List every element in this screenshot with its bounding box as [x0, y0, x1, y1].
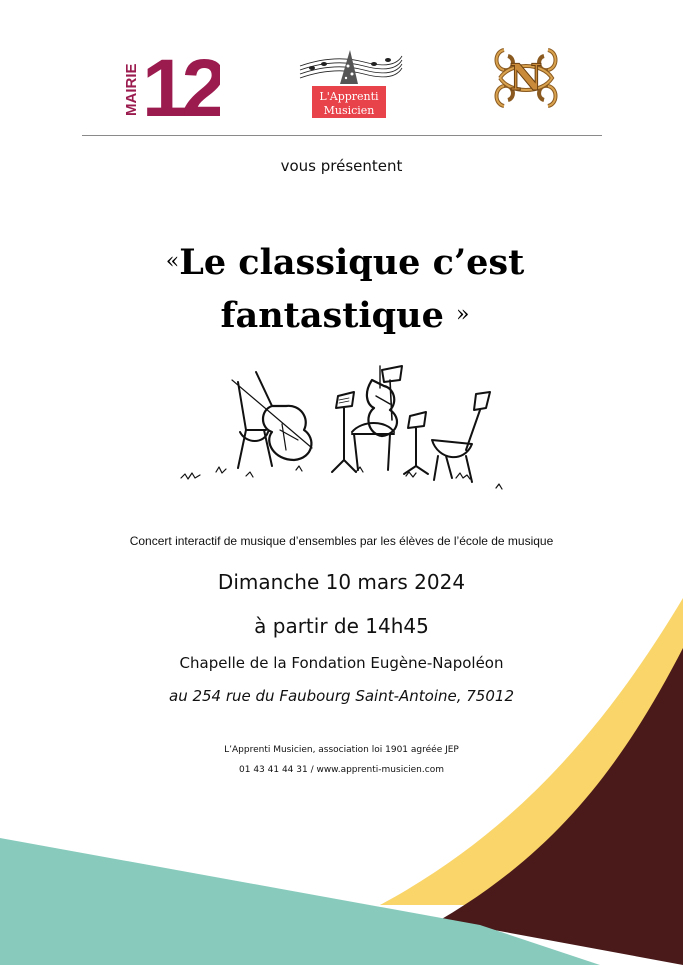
- event-time: à partir de 14h45: [254, 614, 429, 638]
- orchestra-sketch: [176, 360, 522, 500]
- event-address: au 254 rue du Faubourg Saint-Antoine, 75012: [169, 687, 514, 705]
- apprenti-musicien-logo: [294, 44, 404, 120]
- footer-contact: 01 43 41 44 31 / www.apprenti-musicien.com: [239, 765, 444, 775]
- intro-text: vous présentent: [280, 157, 403, 175]
- fondation-monogram-logo: [490, 42, 562, 114]
- mairie-12-logo: [120, 44, 220, 120]
- title-open-quote: «: [165, 249, 180, 274]
- footer-association: L’Apprenti Musicien, association loi 1901 agréée JEP: [224, 745, 459, 755]
- apprenti-line2: Musicien: [323, 104, 375, 117]
- apprenti-line1: L'Apprenti: [319, 90, 379, 103]
- concert-tagline: Concert interactif de musique d’ensembles par les élèves de l’école de musique: [129, 534, 554, 548]
- monogram-letter: N: [509, 57, 543, 99]
- event-venue: Chapelle de la Fondation Eugène-Napoléon: [179, 654, 504, 672]
- title-line2: fantastique: [220, 295, 444, 336]
- mairie-number: 12: [142, 44, 220, 120]
- event-date: Dimanche 10 mars 2024: [217, 570, 466, 594]
- header-divider: [82, 135, 602, 136]
- title-line1: Le classique c’est: [179, 242, 525, 283]
- event-title: [40, 236, 650, 342]
- title-close-quote: »: [456, 302, 470, 327]
- mairie-word: MAIRIE: [123, 63, 140, 116]
